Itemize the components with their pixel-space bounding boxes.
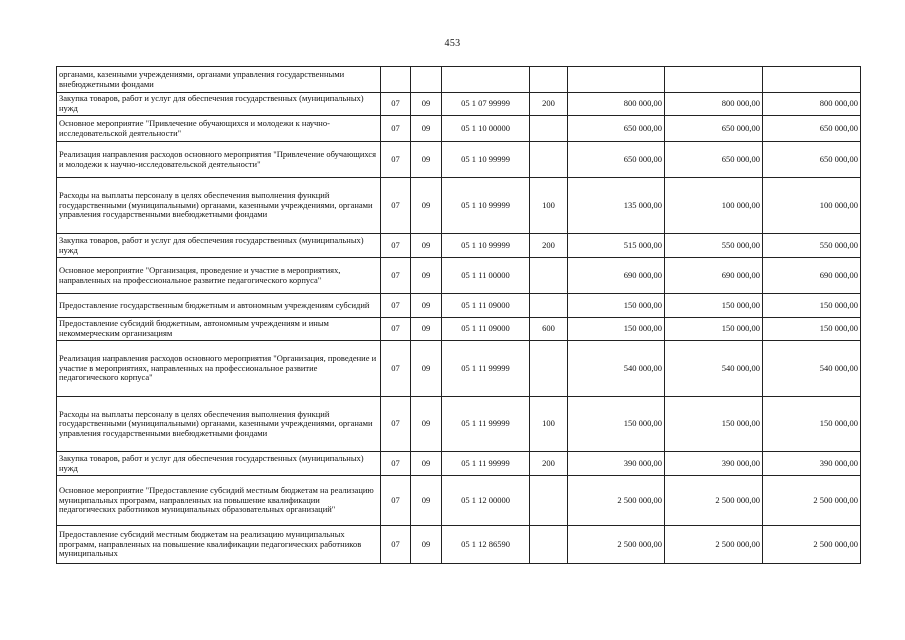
amount-year-3 <box>763 67 861 93</box>
table-row <box>57 341 861 397</box>
amount-year-1: 650 000,00 <box>568 116 665 142</box>
target-article-code: 05 1 12 00000 <box>442 476 530 526</box>
item-name: Расходы на выплаты персоналу в целях обеспечения выполнения функций государственными (муниципальными) органами, казенными учреждениями, органами управления государственными внебюджетными фондами <box>57 178 381 234</box>
expense-type-code <box>530 476 568 526</box>
expense-type-code: 100 <box>530 178 568 234</box>
amount-year-2: 2 500 000,00 <box>665 476 763 526</box>
subsection-code: 09 <box>411 397 442 452</box>
amount-year-2: 800 000,00 <box>665 93 763 116</box>
page-number: 453 <box>444 38 461 49</box>
expense-type-code <box>530 341 568 397</box>
table-row <box>57 258 861 294</box>
expense-type-code: 200 <box>530 234 568 258</box>
amount-year-1: 690 000,00 <box>568 258 665 294</box>
amount-year-3: 390 000,00 <box>763 452 861 476</box>
subsection-code: 09 <box>411 116 442 142</box>
target-article-code <box>442 67 530 93</box>
section-code: 07 <box>381 526 411 564</box>
target-article-code: 05 1 07 99999 <box>442 93 530 116</box>
table-row <box>57 397 861 452</box>
amount-year-3: 550 000,00 <box>763 234 861 258</box>
item-name: Основное мероприятие "Организация, проведение и участие в мероприятиях, направленных на профессиональное развитие педагогического корпуса" <box>57 258 381 294</box>
table-row <box>57 234 861 258</box>
amount-year-2: 150 000,00 <box>665 397 763 452</box>
section-code: 07 <box>381 476 411 526</box>
amount-year-1: 650 000,00 <box>568 142 665 178</box>
amount-year-2: 650 000,00 <box>665 142 763 178</box>
subsection-code: 09 <box>411 476 442 526</box>
subsection-code: 09 <box>411 258 442 294</box>
section-code: 07 <box>381 258 411 294</box>
expense-type-code <box>530 142 568 178</box>
section-code: 07 <box>381 234 411 258</box>
section-code <box>381 67 411 93</box>
table-row <box>57 452 861 476</box>
subsection-code: 09 <box>411 318 442 341</box>
item-name: Реализация направления расходов основного мероприятия "Организация, проведение и участие в мероприятиях, направленных на профессиональное развитие педагогического корпуса" <box>57 341 381 397</box>
expense-type-code: 100 <box>530 397 568 452</box>
table-row <box>57 178 861 234</box>
expense-type-code: 200 <box>530 93 568 116</box>
target-article-code: 05 1 11 00000 <box>442 258 530 294</box>
expense-type-code <box>530 526 568 564</box>
amount-year-1: 540 000,00 <box>568 341 665 397</box>
item-name: Закупка товаров, работ и услуг для обеспечения государственных (муниципальных) нужд <box>57 93 381 116</box>
amount-year-1: 390 000,00 <box>568 452 665 476</box>
section-code: 07 <box>381 318 411 341</box>
amount-year-2: 150 000,00 <box>665 318 763 341</box>
item-name: Предоставление государственным бюджетным и автономным учреждениям субсидий <box>57 294 381 318</box>
amount-year-1: 135 000,00 <box>568 178 665 234</box>
target-article-code: 05 1 10 99999 <box>442 234 530 258</box>
subsection-code: 09 <box>411 142 442 178</box>
table-row <box>57 476 861 526</box>
amount-year-1: 2 500 000,00 <box>568 526 665 564</box>
amount-year-3: 650 000,00 <box>763 116 861 142</box>
amount-year-3: 800 000,00 <box>763 93 861 116</box>
section-code: 07 <box>381 341 411 397</box>
amount-year-1: 150 000,00 <box>568 397 665 452</box>
section-code: 07 <box>381 178 411 234</box>
amount-year-2: 150 000,00 <box>665 294 763 318</box>
target-article-code: 05 1 11 99999 <box>442 397 530 452</box>
subsection-code: 09 <box>411 93 442 116</box>
target-article-code: 05 1 10 00000 <box>442 116 530 142</box>
table-row <box>57 526 861 564</box>
item-name: Расходы на выплаты персоналу в целях обеспечения выполнения функций государственными (муниципальными) органами, казенными учреждениями, органами управления государственными внебюджетными фондами <box>57 397 381 452</box>
expense-type-code <box>530 116 568 142</box>
item-name: Закупка товаров, работ и услуг для обеспечения государственных (муниципальных) нужд <box>57 234 381 258</box>
section-code: 07 <box>381 116 411 142</box>
amount-year-2: 550 000,00 <box>665 234 763 258</box>
amount-year-1: 800 000,00 <box>568 93 665 116</box>
table-row <box>57 116 861 142</box>
amount-year-3: 150 000,00 <box>763 318 861 341</box>
section-code: 07 <box>381 452 411 476</box>
amount-year-2: 690 000,00 <box>665 258 763 294</box>
section-code: 07 <box>381 142 411 178</box>
amount-year-2: 390 000,00 <box>665 452 763 476</box>
subsection-code: 09 <box>411 234 442 258</box>
expense-type-code <box>530 294 568 318</box>
item-name: Основное мероприятие "Предоставление субсидий местным бюджетам на реализацию муниципальных программ, направленных на повышение квалификации педагогических работников муниципальных образовательных организаций" <box>57 476 381 526</box>
subsection-code: 09 <box>411 341 442 397</box>
target-article-code: 05 1 11 99999 <box>442 452 530 476</box>
target-article-code: 05 1 12 86590 <box>442 526 530 564</box>
section-code: 07 <box>381 294 411 318</box>
subsection-code <box>411 67 442 93</box>
item-name: органами, казенными учреждениями, органами управления государственными внебюджетными фондами <box>57 67 381 93</box>
amount-year-3: 2 500 000,00 <box>763 526 861 564</box>
target-article-code: 05 1 10 99999 <box>442 178 530 234</box>
amount-year-1: 515 000,00 <box>568 234 665 258</box>
expense-type-code <box>530 258 568 294</box>
subsection-code: 09 <box>411 178 442 234</box>
amount-year-1: 150 000,00 <box>568 294 665 318</box>
section-code: 07 <box>381 93 411 116</box>
table-row <box>57 67 861 93</box>
target-article-code: 05 1 11 99999 <box>442 341 530 397</box>
table-row <box>57 142 861 178</box>
table-row <box>57 93 861 116</box>
amount-year-2: 2 500 000,00 <box>665 526 763 564</box>
amount-year-1: 150 000,00 <box>568 318 665 341</box>
budget-table <box>56 66 861 564</box>
amount-year-3: 100 000,00 <box>763 178 861 234</box>
target-article-code: 05 1 10 99999 <box>442 142 530 178</box>
amount-year-3: 690 000,00 <box>763 258 861 294</box>
subsection-code: 09 <box>411 526 442 564</box>
section-code: 07 <box>381 397 411 452</box>
amount-year-2: 650 000,00 <box>665 116 763 142</box>
amount-year-3: 2 500 000,00 <box>763 476 861 526</box>
subsection-code: 09 <box>411 294 442 318</box>
amount-year-3: 540 000,00 <box>763 341 861 397</box>
item-name: Предоставление субсидий бюджетным, автономным учреждениям и иным некоммерческим организациям <box>57 318 381 341</box>
amount-year-1: 2 500 000,00 <box>568 476 665 526</box>
target-article-code: 05 1 11 09000 <box>442 318 530 341</box>
item-name: Основное мероприятие "Привлечение обучающихся и молодежи к научно-исследовательской деятельности" <box>57 116 381 142</box>
amount-year-2 <box>665 67 763 93</box>
table-row <box>57 294 861 318</box>
item-name: Предоставление субсидий местным бюджетам на реализацию муниципальных программ, направленных на повышение квалификации педагогических работников муниципальных <box>57 526 381 564</box>
item-name: Реализация направления расходов основного мероприятия "Привлечение обучающихся и молодежи к научно-исследовательской деятельности" <box>57 142 381 178</box>
expense-type-code: 200 <box>530 452 568 476</box>
target-article-code: 05 1 11 09000 <box>442 294 530 318</box>
item-name: Закупка товаров, работ и услуг для обеспечения государственных (муниципальных) нужд <box>57 452 381 476</box>
amount-year-2: 100 000,00 <box>665 178 763 234</box>
amount-year-2: 540 000,00 <box>665 341 763 397</box>
expense-type-code: 600 <box>530 318 568 341</box>
amount-year-3: 650 000,00 <box>763 142 861 178</box>
expense-type-code <box>530 67 568 93</box>
amount-year-1 <box>568 67 665 93</box>
amount-year-3: 150 000,00 <box>763 397 861 452</box>
table-row <box>57 318 861 341</box>
subsection-code: 09 <box>411 452 442 476</box>
amount-year-3: 150 000,00 <box>763 294 861 318</box>
